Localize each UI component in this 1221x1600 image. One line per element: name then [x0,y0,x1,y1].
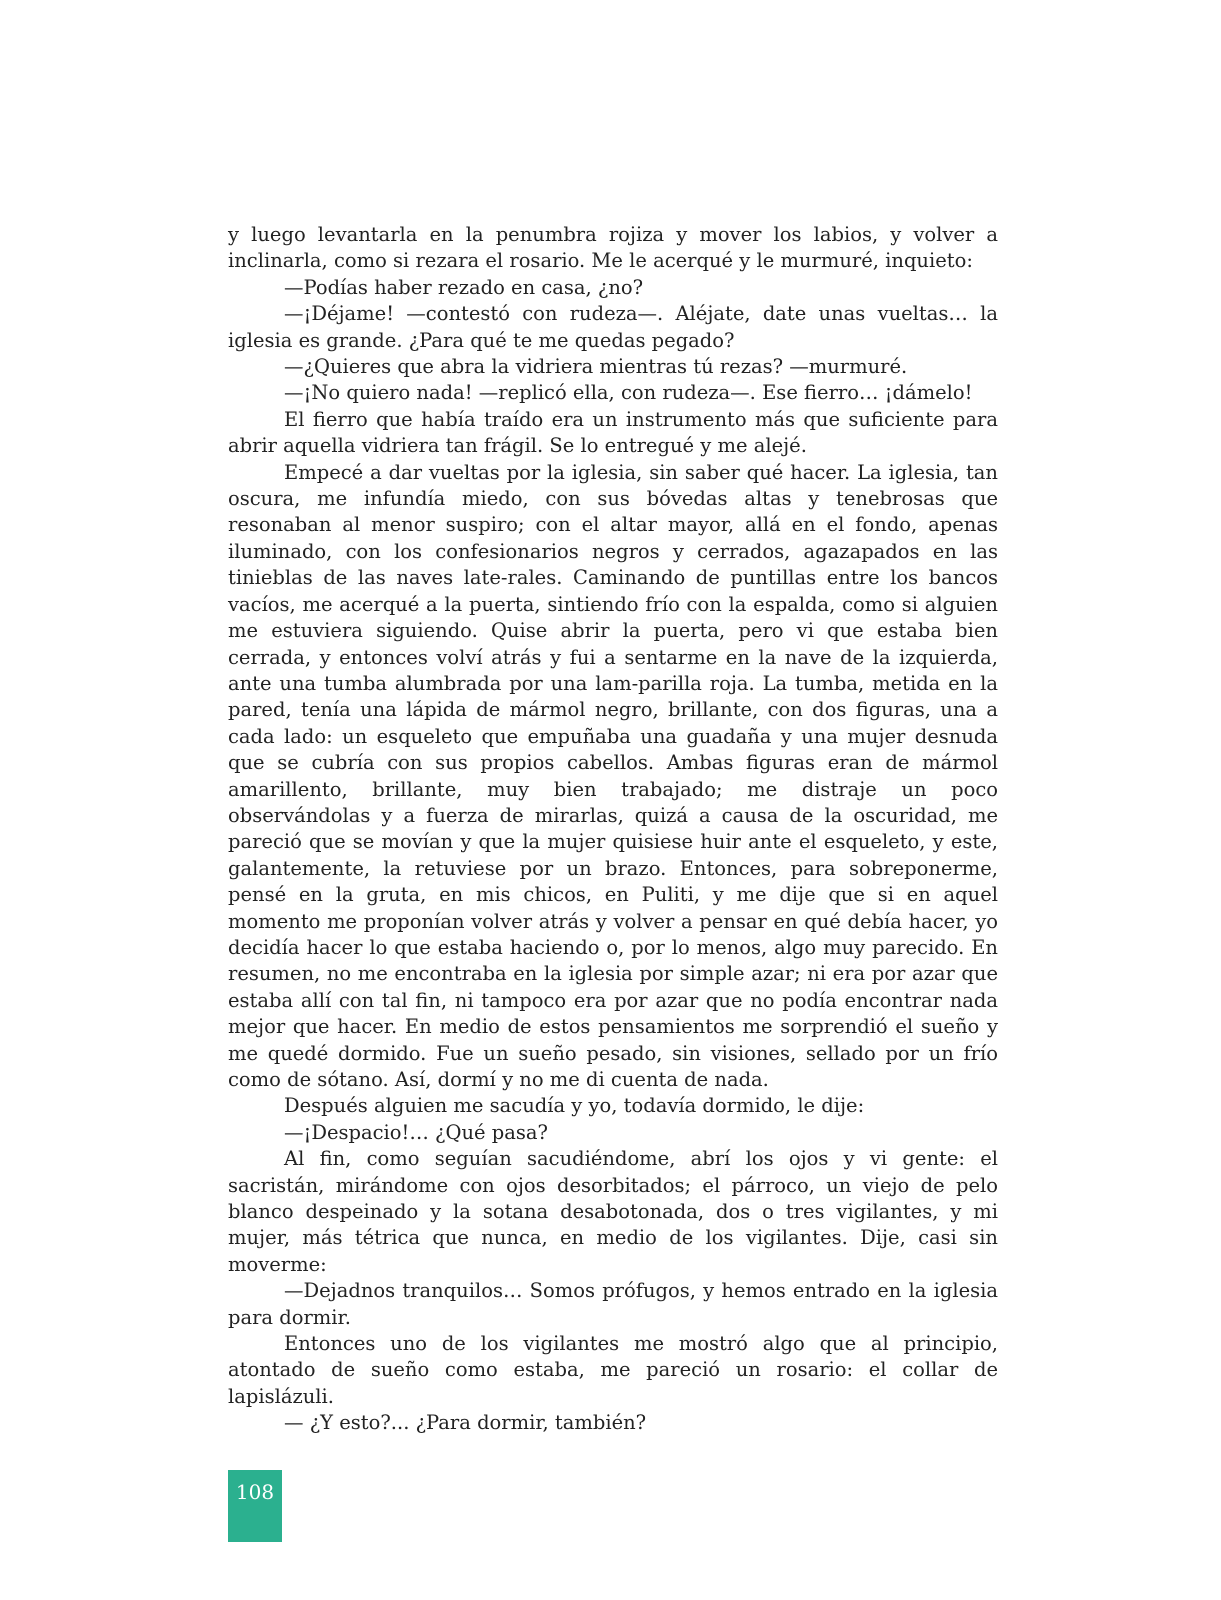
body-text [228,222,998,1437]
paragraph: Empecé a dar vueltas por la iglesia, sin saber qué hacer. La iglesia, tan oscura, me infundía miedo, con sus bóvedas altas y tenebrosas que resonaban al menor suspiro; con el altar mayor, allá en el fondo, apenas iluminado, con los confesionarios negros y cerrados, agazapados en las tinieblas de las naves late-rales. Caminando de puntillas entre los bancos vacíos, me acerqué a la puerta, sintiendo frío con la espalda, como si alguien me estuviera siguiendo. Quise abrir la puerta, pero vi que estaba bien cerrada, y entonces volví atrás y fui a sentarme en la nave de la izquierda, ante una tumba alumbrada por una lam-parilla roja. La tumba, metida en la pared, tenía una lápida de mármol negro, brillante, con dos figuras, una a cada lado: un esqueleto que empuñaba una guadaña y una mujer desnuda que se cubría con sus propios cabellos. Ambas figuras eran de mármol amarillento, brillante, muy bien trabajado; me distraje un poco observándolas y a fuerza de mirarlas, quizá a causa de la oscuridad, me pareció que se movían y que la mujer quisiese huir ante el esqueleto, y este, galantemente, la retuviese por un brazo. Entonces, para sobreponerme, pensé en la gruta, en mis chicos, en Puliti, y me dije que si en aquel momento me proponían volver atrás y volver a pensar en qué debía hacer, yo decidía hacer lo que estaba haciendo o, por lo menos, algo muy parecido. En resumen, no me encontraba en la iglesia por simple azar; ni era por azar que estaba allí con tal fin, ni tampoco era por azar que no podía encontrar nada mejor que hacer. En medio de estos pensamientos me sorprendió el sueño y me quedé dormido. Fue un sueño pesado, sin visiones, sellado por un frío como de sótano. Así, dormí y no me di cuenta de nada. [228,460,998,1091]
paragraph: —Dejadnos tranquilos… Somos prófugos, y hemos entrado en la iglesia para dormir. [228,1279,998,1329]
page-number: 108 [235,1480,275,1504]
paragraph: — ¿Y esto?... ¿Para dormir, también? [284,1411,647,1435]
paragraph: Después alguien me sacudía y yo, todavía dormido, le dije: [284,1094,865,1118]
paragraph: El fierro que había traído era un instrumento más que suficiente para abrir aquella vidriera tan frágil. Se lo entregué y me alejé. [228,407,998,458]
paragraph: —¡No quiero nada! —replicó ella, con rudeza—. Ese fierro… ¡dámelo! [284,381,973,405]
paragraph: Al fin, como seguían sacudiéndome, abrí los ojos y vi gente: el sacristán, mirándome con ojos desorbitados; el párroco, un viejo de pelo blanco despeinado y la sotana desabotonada, dos o tres vigilantes, y mi mujer, más tétrica que nunca, en medio de los vigilantes. Dije, casi sin moverme: [228,1147,998,1276]
paragraph: —¡Déjame! —contestó con rudeza—. Aléjate, date unas vueltas… la iglesia es grande. ¿Para qué te me quedas pegado? [228,302,998,352]
page-number-tab [228,1470,282,1542]
paragraph: Entonces uno de los vigilantes me mostró algo que al principio, atontado de sueño como estaba, me pareció un rosario: el collar de lapislázuli. [228,1332,998,1408]
paragraph: y luego levantarla en la penumbra rojiza y mover los labios, y volver a inclinarla, como si rezara el rosario. Me le acerqué y le murmuré, inquieto: [228,223,998,273]
paragraph: —¿Quieres que abra la vidriera mientras tú rezas? —murmuré. [284,355,908,379]
paragraph: —¡Despacio!… ¿Qué pasa? [284,1120,548,1144]
paragraph: —Podías haber rezado en casa, ¿no? [284,275,644,299]
